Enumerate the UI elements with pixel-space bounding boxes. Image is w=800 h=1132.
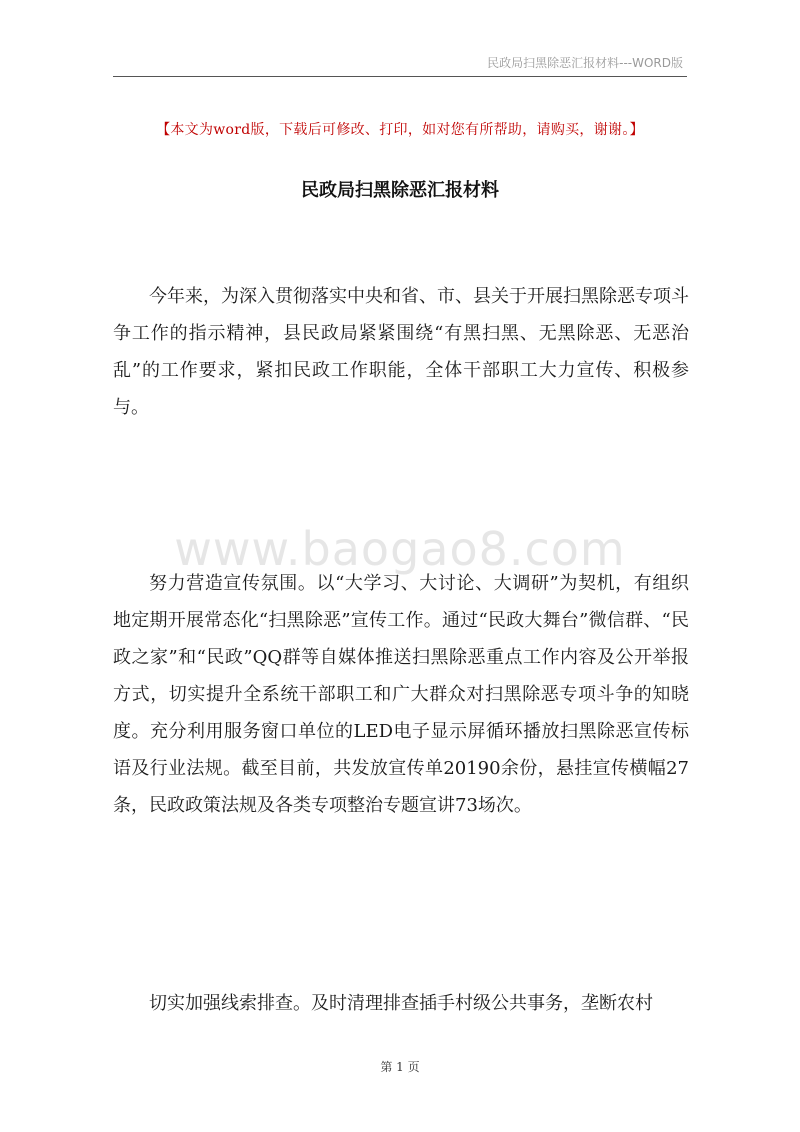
paragraph-investigation: 切实加强线索排查。及时清理排查插手村级公共事务，垄断农村 bbox=[149, 993, 653, 1014]
header-divider bbox=[113, 76, 687, 77]
watermark-text: www.baogao8.com bbox=[174, 522, 626, 576]
page-number: 第 1 页 bbox=[380, 1060, 420, 1074]
paragraph-intro: 今年来，为深入贯彻落实中央和省、市、县关于开展扫黑除恶专项斗争工作的指示精神，县民政局紧紧围绕“有黑扫黑、无黑除恶、无恶治乱”的工作要求，紧扣民政工作职能，全体干部职工大力宣传、积极参与。 bbox=[113, 286, 689, 418]
paragraph-publicity: 努力营造宣传氛围。以“大学习、大讨论、大调研”为契机，有组织地定期开展常态化“扫黑除恶”宣传工作。通过“民政大舞台”微信群、“民政之家”和“民政”QQ群等自媒体推送扫黑除恶重点工作内容及公开举报方式，切实提升全系统干部职工和广大群众对扫黑除恶专项斗争的知晓度。充分利用服务窗口单位的LED电子显示屏循环播放扫黑除恶宣传标语及行业法规。截至目前，共发放宣传单20190余份，悬挂宣传横幅27条，民政政策法规及各类专项整治专题宣讲73场次。 bbox=[113, 573, 689, 816]
page-header-text: 民政局扫黑除恶汇报材料---WORD版 bbox=[487, 56, 683, 70]
download-notice: 【本文为word版，下载后可修改、打印，如对您有所帮助，请购买，谢谢。】 bbox=[156, 122, 644, 138]
document-title: 民政局扫黑除恶汇报材料 bbox=[301, 180, 499, 201]
